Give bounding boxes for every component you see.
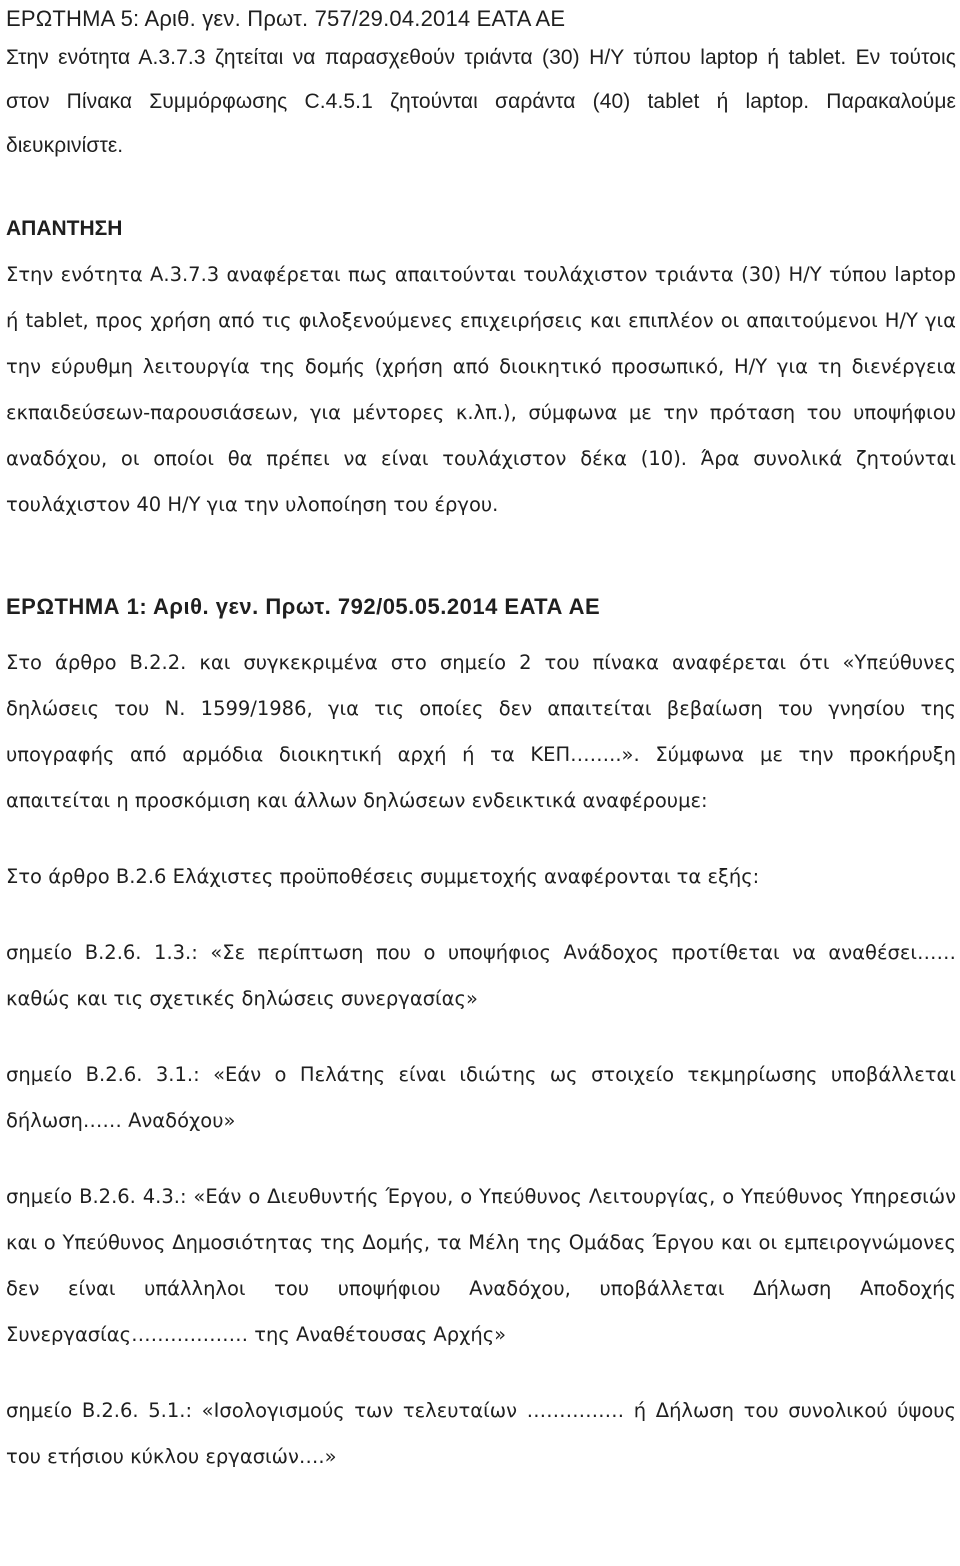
answer-heading: ΑΠΑΝΤΗΣΗ [6,217,123,240]
question-1-paragraph-5: σημείο Β.2.6. 4.3.: «Εάν ο Διευθυντής Έργου, ο Υπεύθυνος Λειτουργίας, ο Υπεύθυνος Υπηρεσιών και ο Υπεύθυνος Δημοσιότητας της Δομής, τα Μέλη της Ομάδας Έργου και οι εμπειρογνώμονες δεν είναι υπάλληλοι του υποψήφιου Αναδόχου, υποβάλλεται Δήλωση Αποδοχής Συνεργασίας……………… της Αναθέτουσας Αρχής» [6,1185,956,1346]
question-1-paragraph-1: Στο άρθρο Β.2.2. και συγκεκριμένα στο σημείο 2 του πίνακα αναφέρεται ότι «Υπεύθυνες δηλώσεις του Ν. 1599/1986, για τις οποίες δεν απαιτείται βεβαίωση του γνησίου της υπογραφής από αρμόδια διοικητική αρχή ή τα ΚΕΠ……..». Σύμφωνα με την προκήρυξη απαιτείται η προσκόμιση και άλλων δηλώσεων ενδεικτικά αναφέρουμε: [6,651,956,812]
question-5-text: Στην ενότητα Α.3.7.3 ζητείται να παρασχεθούν τριάντα (30) Η/Υ τύπου laptop ή tablet. Εν τούτοις στον Πίνακα Συμμόρφωσης C.4.5.1 ζητούνται σαράντα (40) tablet ή laptop. Παρακαλούμε διευκρινίστε. [6,46,956,157]
question-1-paragraph-6: σημείο Β.2.6. 5.1.: «Ισολογισμούς των τελευταίων …………… ή Δήλωση του συνολικού ύψους του ετήσιου κύκλου εργασιών….» [6,1399,956,1468]
question-5-title: ΕΡΩΤΗΜΑ 5: Αριθ. γεν. Πρωτ. 757/29.04.2014 ΕΑΤΑ ΑΕ [6,6,566,31]
question-1-paragraph-3: σημείο Β.2.6. 1.3.: «Σε περίπτωση που ο υποψήφιος Ανάδοχος προτίθεται να αναθέσει…… καθώς και τις σχετικές δηλώσεις συνεργασίας» [6,941,956,1010]
answer-text: Στην ενότητα Α.3.7.3 αναφέρεται πως απαιτούνται τουλάχιστον τριάντα (30) Η/Υ τύπου laptop ή tablet, προς χρήση από τις φιλοξενούμενες επιχειρήσεις και επιπλέον οι απαιτούμενοι Η/Υ για την εύρυθμη λειτουργία της δομής (χρήση από διοικητικό προσωπικό, Η/Υ για τη διενέργεια εκπαιδεύσεων-παρουσιάσεων, για μέντορες κ.λπ.), σύμφωνα με την πρόταση του υποψήφιου αναδόχου, οι οποίοι θα πρέπει να είναι τουλάχιστον δέκα (10). Άρα συνολικά ζητούνται τουλάχιστον 40 Η/Υ για την υλοποίηση του έργου. [6,263,956,516]
question-1-title: ΕΡΩΤΗΜΑ 1: Αριθ. γεν. Πρωτ. 792/05.05.2014 ΕΑΤΑ ΑΕ [6,594,601,619]
question-1-paragraph-4: σημείο Β.2.6. 3.1.: «Εάν ο Πελάτης είναι ιδιώτης ως στοιχείο τεκμηρίωσης υποβάλλεται δήλωση…… Αναδόχου» [6,1063,956,1132]
document-page [6,0,956,1480]
question-1-paragraph-2: Στο άρθρο Β.2.6 Ελάχιστες προϋποθέσεις συμμετοχής αναφέρονται τα εξής: [6,865,760,888]
